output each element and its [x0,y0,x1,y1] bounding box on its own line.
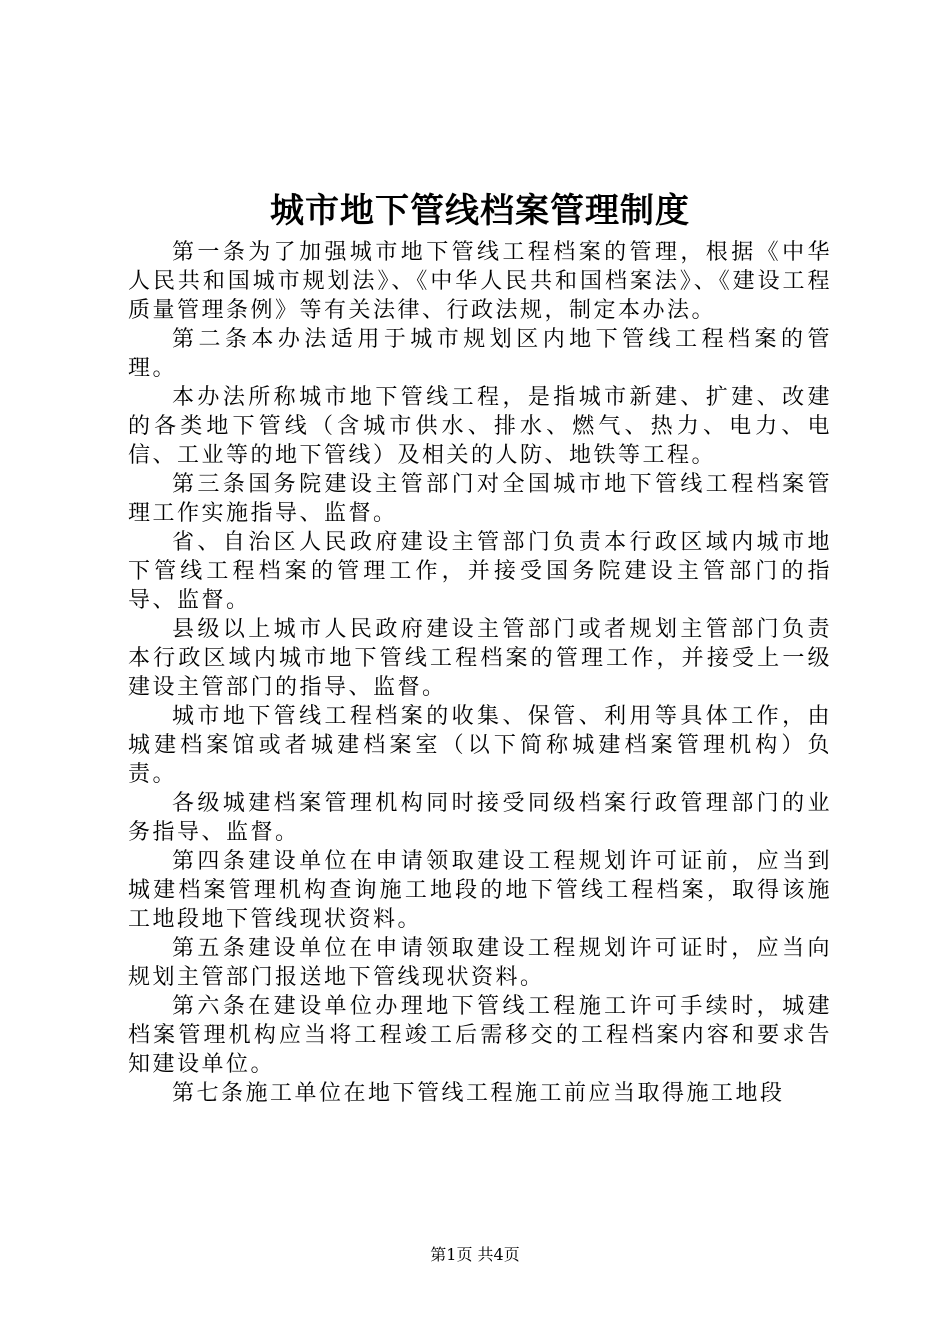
paragraph: 第六条在建设单位办理地下管线工程施工许可手续时，城建档案管理机构应当将工程竣工后需移交的工程档案内容和要求告知建设单位。 [128,994,832,1077]
document-page [128,0,832,1108]
page-footer [0,1244,950,1266]
paragraph: 第四条建设单位在申请领取建设工程规划许可证前，应当到城建档案管理机构查询施工地段的地下管线工程档案，取得该施工地段地下管线现状资料。 [128,849,832,932]
paragraph: 第五条建设单位在申请领取建设工程规划许可证时，应当向规划主管部门报送地下管线现状资料。 [128,936,832,990]
paragraph: 县级以上城市人民政府建设主管部门或者规划主管部门负责本行政区域内城市地下管线工程档案的管理工作，并接受上一级建设主管部门的指导、监督。 [128,617,832,700]
paragraph: 第七条施工单位在地下管线工程施工前应当取得施工地段 [172,1081,785,1106]
paragraph: 第一条为了加强城市地下管线工程档案的管理，根据《中华人民共和国城市规划法》、《中华人民共和国档案法》、《建设工程质量管理条例》等有关法律、行政法规，制定本办法。 [128,240,832,323]
document-body [128,238,832,1108]
paragraph: 省、自治区人民政府建设主管部门负责本行政区域内城市地下管线工程档案的管理工作，并接受国务院建设主管部门的指导、监督。 [128,530,832,613]
paragraph: 本办法所称城市地下管线工程，是指城市新建、扩建、改建的各类地下管线（含城市供水、排水、燃气、热力、电力、电信、工业等的地下管线）及相关的人防、地铁等工程。 [128,385,832,468]
paragraph: 各级城建档案管理机构同时接受同级档案行政管理部门的业务指导、监督。 [128,791,832,845]
paragraph: 城市地下管线工程档案的收集、保管、利用等具体工作，由城建档案馆或者城建档案室（以下简称城建档案管理机构）负责。 [128,704,832,787]
page-number: 第1页 共4页 [430,1245,520,1264]
paragraph: 第三条国务院建设主管部门对全国城市地下管线工程档案管理工作实施指导、监督。 [128,472,832,526]
document-title: 城市地下管线档案管理制度 [270,191,690,231]
paragraph: 第二条本办法适用于城市规划区内地下管线工程档案的管理。 [128,327,832,381]
